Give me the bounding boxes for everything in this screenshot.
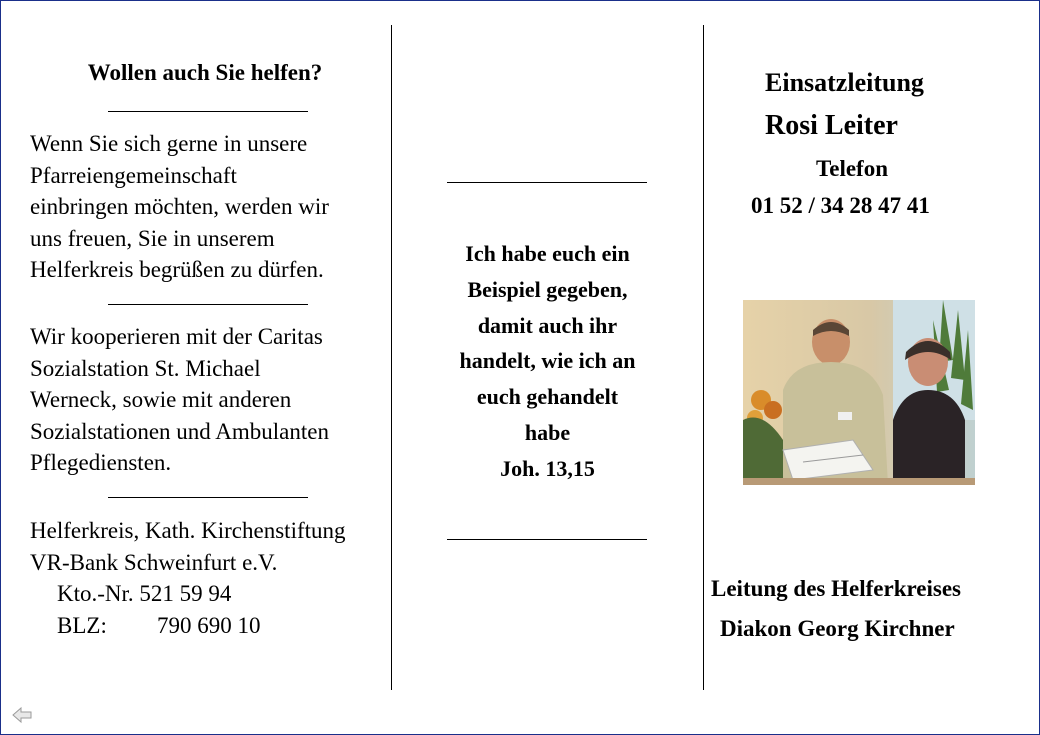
invitation-line: uns freuen, Sie in unserem [30, 225, 275, 251]
bank-name: VR-Bank Schweinfurt e.V. [30, 549, 278, 575]
leader-full-name: Diakon Georg Kirchner [720, 616, 955, 641]
phone-number: 01 52 / 34 28 47 41 [751, 193, 930, 218]
blz-value: 790 690 10 [157, 612, 261, 638]
role-title: Einsatzleitung [765, 68, 924, 97]
cooperation-line: Pflegediensten. [30, 450, 172, 475]
invitation-paragraph [30, 128, 390, 286]
invitation-line: Wenn Sie sich gerne in unsere [30, 131, 308, 156]
help-heading: Wollen auch Sie helfen? [87, 60, 323, 85]
blz-label: BLZ: [57, 612, 107, 638]
column-divider-left [391, 25, 392, 690]
bible-quote [420, 236, 675, 487]
separator-rule [447, 539, 647, 540]
cooperation-line: Werneck, sowie mit anderen [30, 387, 292, 412]
quote-line: damit auch ihr [477, 312, 618, 338]
separator-rule [108, 497, 308, 498]
separator-rule [108, 304, 308, 305]
account-number: Kto.-Nr. 521 59 94 [57, 581, 232, 606]
quote-line: handelt, wie ich an [459, 348, 636, 374]
column-divider-right [703, 25, 704, 690]
quote-line: habe [524, 419, 571, 445]
quote-reference: Joh. 13,15 [500, 455, 595, 481]
quote-line: Beispiel gegeben, [467, 276, 628, 302]
bank-account-holder: Helferkreis, Kath. Kirchenstiftung [30, 518, 346, 543]
quote-line: Ich habe euch ein [465, 241, 630, 266]
cooperation-paragraph [30, 321, 390, 479]
invitation-line: Pfarreiengemeinschaft [30, 162, 237, 188]
cooperation-line: Sozialstationen und Ambulanten [30, 418, 329, 444]
quote-line: euch gehandelt [476, 384, 619, 410]
leader-name: Rosi Leiter [765, 110, 898, 141]
bank-details [30, 515, 390, 641]
separator-rule [108, 111, 308, 112]
leadership-title: Leitung des Helferkreises [711, 576, 961, 601]
phone-label: Telefon [816, 156, 888, 181]
invitation-line: einbringen möchten, werden wir [30, 194, 329, 219]
back-arrow-icon[interactable] [12, 706, 32, 724]
cooperation-line: Wir kooperieren mit der Caritas [30, 324, 323, 349]
separator-rule [447, 182, 647, 183]
blz-row [30, 610, 390, 642]
invitation-line: Helferkreis begrüßen zu dürfen. [30, 257, 324, 282]
cooperation-line: Sozialstation St. Michael [30, 355, 261, 381]
team-photo [743, 300, 975, 485]
